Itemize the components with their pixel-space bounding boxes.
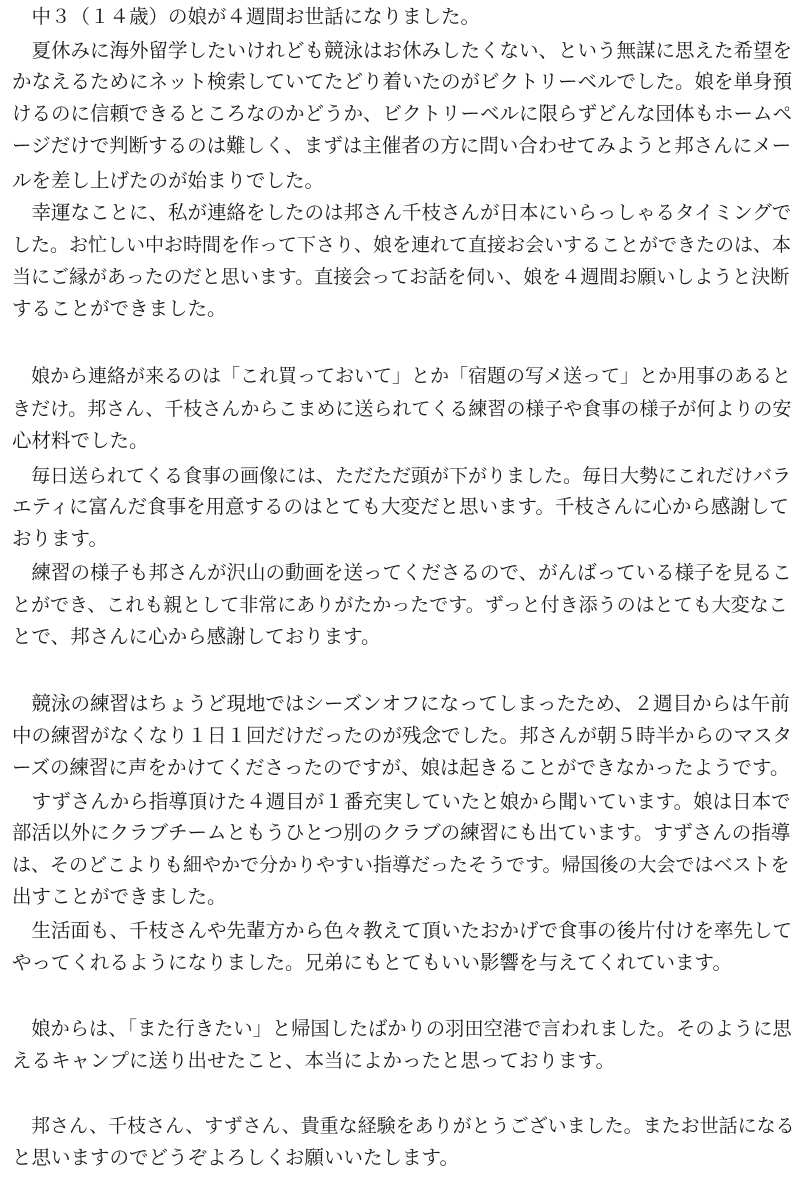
paragraph-line: やってくれるようになりました。兄弟にもとてもいい影響を与えてくれています。: [12, 951, 732, 974]
paragraph-line: 邦さん、千枝さん、すずさん、貴重な経験をありがとうございました。またお世話になる: [12, 1115, 795, 1137]
paragraph-line: 出すことができました。: [12, 885, 227, 908]
paragraph-line: とができ、これも親として非常にありがたかったです。ずっと付き添うのはとても大変なこ: [12, 594, 788, 616]
paragraph-line: おります。: [12, 527, 108, 550]
paragraph-line: 生活面も、千枝さんや先輩方から色々教えて頂いたおかげで食事の後片付けを率先して: [12, 919, 793, 942]
paragraph-line: 心材料でした。: [12, 429, 149, 452]
paragraph-line: ルを差し上げたのが始まりでした。: [12, 169, 325, 192]
paragraph-line: かなえるためにネット検索していてたどり着いたのがビクトリーベルでした。娘を単身預: [12, 70, 793, 93]
paragraph-line: ーズの練習に声をかけてくださったのですが、娘は起きることができなかったようです。: [12, 756, 790, 779]
paragraph-line: は、そのどこよりも細やかで分かりやすい指導だったそうです。帰国後の大会ではベストを: [12, 854, 790, 876]
paragraph-line: した。お忙しい中お時間を作って下さり、娘を連れて直接お会いすることができたのは、本: [12, 234, 792, 256]
paragraph-line: 夏休みに海外留学したいけれども競泳はお休みしたくない、という無謀に思えた希望を: [12, 39, 793, 62]
paragraph-line: 幸運なことに、私が連絡をしたのは邦さん千枝さんが日本にいらっしゃるタイミングで: [12, 201, 792, 224]
paragraph-line: エティに富んだ食事を用意するのはとても大変だと思います。千枝さんに心から感謝して: [12, 495, 789, 518]
paragraph-line: することができました。: [12, 297, 227, 320]
paragraph-line: ージだけで判断するのは難しく、まずは主催者の方に問い合わせてみようと邦さんにメー: [12, 134, 792, 157]
paragraph-line: 娘からは、「また行きたい」と帰国したばかりの羽田空港で言われました。そのように思: [12, 1017, 792, 1040]
paragraph-line: えるキャンプに送り出せたこと、本当によかったと思っております。: [12, 1049, 615, 1072]
paragraph-line: と思いますのでどうぞよろしくお願いいたします。: [12, 1146, 459, 1169]
paragraph-line: 当にご縁があったのだと思います。直接会ってお話を伺い、娘を４週間お願いしようと決断: [12, 266, 790, 288]
paragraph-line: 練習の様子も邦さんが沢山の動画を送ってくださるので、がんばっている様子を見るこ: [12, 561, 792, 584]
paragraph-line: 部活以外にクラブチームともうひとつ別のクラブの練習にも出ています。すずさんの指導: [12, 821, 791, 844]
paragraph-line: とで、邦さんに心から感謝しております。: [12, 625, 381, 648]
paragraph-line: 中の練習がなくなり１日１回だけだったのが残念でした。邦さんが朝５時半からのマスタ: [12, 724, 793, 747]
paragraph-line: 娘から連絡が来るのは「これ買っておいて」とか「宿題の写メ送って」とか用事のあると: [12, 365, 792, 387]
paragraph-line: けるのに信頼できるところなのかどうか、ビクトリーベルに限らずどんな団体もホームペ: [12, 102, 793, 125]
paragraph-line: きだけ。邦さん、千枝さんからこまめに送られてくる練習の様子や食事の様子が何よりの安: [12, 398, 792, 420]
paragraph-line: 毎日送られてくる食事の画像には、ただただ頭が下がりました。毎日大勢にこれだけバラ: [12, 465, 792, 487]
paragraph-line: すずさんから指導頂けた４週目が１番充実していたと娘から聞いています。娘は日本で: [12, 790, 791, 813]
paragraph-line: 競泳の練習はちょうど現地ではシーズンオフになってしまったため、２週目からは午前: [12, 692, 790, 715]
paragraph-line: 中３（１４歳）の娘が４週間お世話になりました。: [12, 5, 481, 28]
